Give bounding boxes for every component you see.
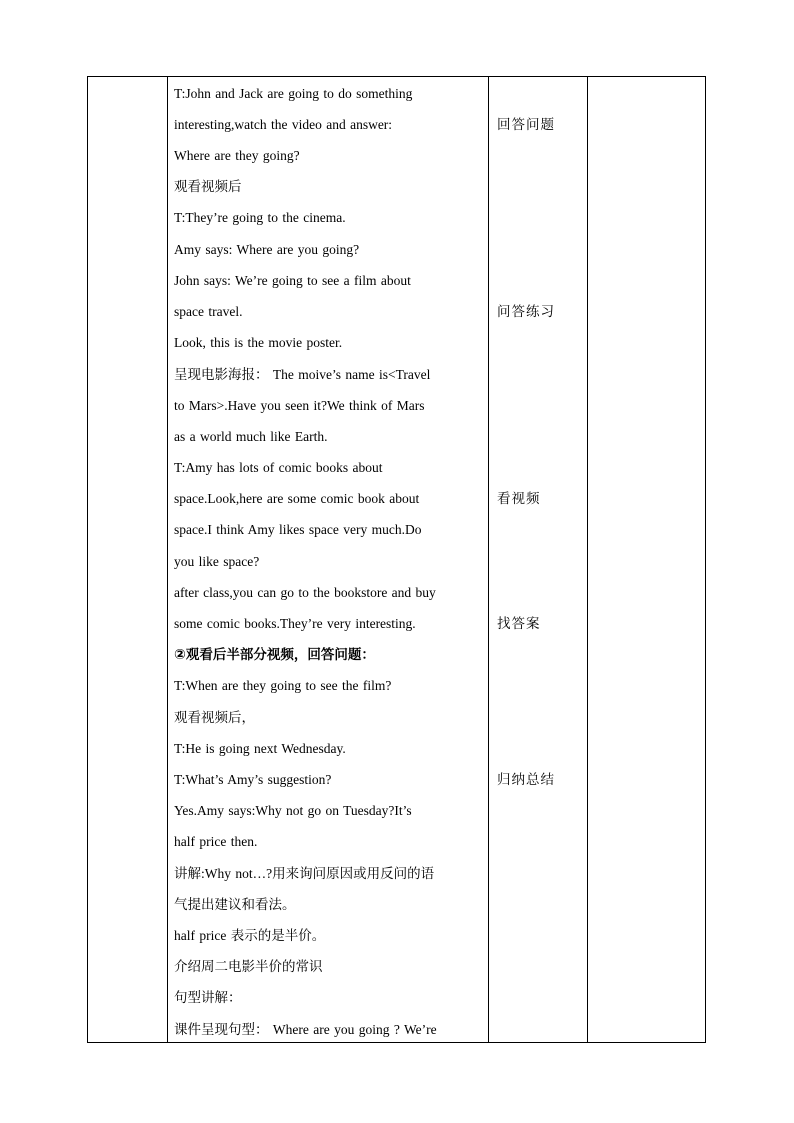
lesson-line: T:John and Jack are going to do something — [174, 86, 413, 101]
step-heading — [174, 647, 375, 663]
lesson-line: 课件呈现句型： Where are you going ? We’re — [174, 1022, 437, 1037]
column-divider-3 — [587, 77, 588, 1042]
lesson-line: John says: We’re going to see a film about — [174, 273, 411, 288]
lesson-line: T:Amy has lots of comic books about — [174, 460, 383, 475]
lesson-line: space.I think Amy likes space very much.Do — [174, 522, 422, 537]
lesson-line: T:When are they going to see the film? — [174, 678, 392, 693]
lesson-line: Amy says: Where are you going? — [174, 242, 360, 257]
step-heading-text: 观看后半部分视频，回答问题： — [185, 647, 375, 662]
lesson-line: 呈现电影海报： The moive’s name is<Travel — [174, 367, 431, 382]
activity-label: 问答练习 — [497, 304, 555, 319]
lesson-line: 观看视频后 — [174, 179, 242, 194]
lesson-line: you like space? — [174, 554, 260, 569]
step-number-marker: ② — [174, 647, 186, 663]
lesson-line: half price then. — [174, 834, 258, 849]
lesson-line: after class,you can go to the bookstore and buy — [174, 585, 436, 600]
activity-label: 找答案 — [497, 616, 541, 631]
lesson-line: Where are they going? — [174, 148, 300, 163]
lesson-line: half price 表示的是半价。 — [174, 928, 326, 943]
lesson-line: space travel. — [174, 304, 243, 319]
lesson-plan-table — [87, 76, 706, 1043]
lesson-line: Look, this is the movie poster. — [174, 335, 343, 350]
lesson-line: 讲解:Why not…?用来询问原因或用反问的语 — [174, 866, 435, 881]
activity-label: 看视频 — [497, 491, 541, 506]
lesson-line: Yes.Amy says:Why not go on Tuesday?It’s — [174, 803, 412, 818]
lesson-line: interesting,watch the video and answer: — [174, 117, 393, 132]
lesson-line: 介绍周二电影半价的常识 — [174, 959, 323, 974]
lesson-line: T:He is going next Wednesday. — [174, 741, 346, 756]
column-divider-1 — [167, 77, 168, 1042]
lesson-line: 句型讲解： — [174, 990, 242, 1005]
lesson-line: T:What’s Amy’s suggestion? — [174, 772, 332, 787]
teaching-process-cell — [174, 77, 486, 1042]
lesson-line: some comic books.They’re very interesting. — [174, 616, 416, 631]
lesson-line: as a world much like Earth. — [174, 429, 328, 444]
column-divider-2 — [488, 77, 489, 1042]
lesson-line: 气提出建议和看法。 — [174, 897, 296, 912]
lesson-line: T:They’re going to the cinema. — [174, 210, 346, 225]
lesson-line: space.Look,here are some comic book about — [174, 491, 420, 506]
lesson-line: to Mars>.Have you seen it?We think of Mars — [174, 398, 425, 413]
activity-label: 归纳总结 — [497, 772, 555, 787]
lesson-line: 观看视频后， — [174, 710, 255, 725]
activity-label: 回答问题 — [497, 117, 555, 132]
student-activity-cell — [497, 77, 587, 1042]
